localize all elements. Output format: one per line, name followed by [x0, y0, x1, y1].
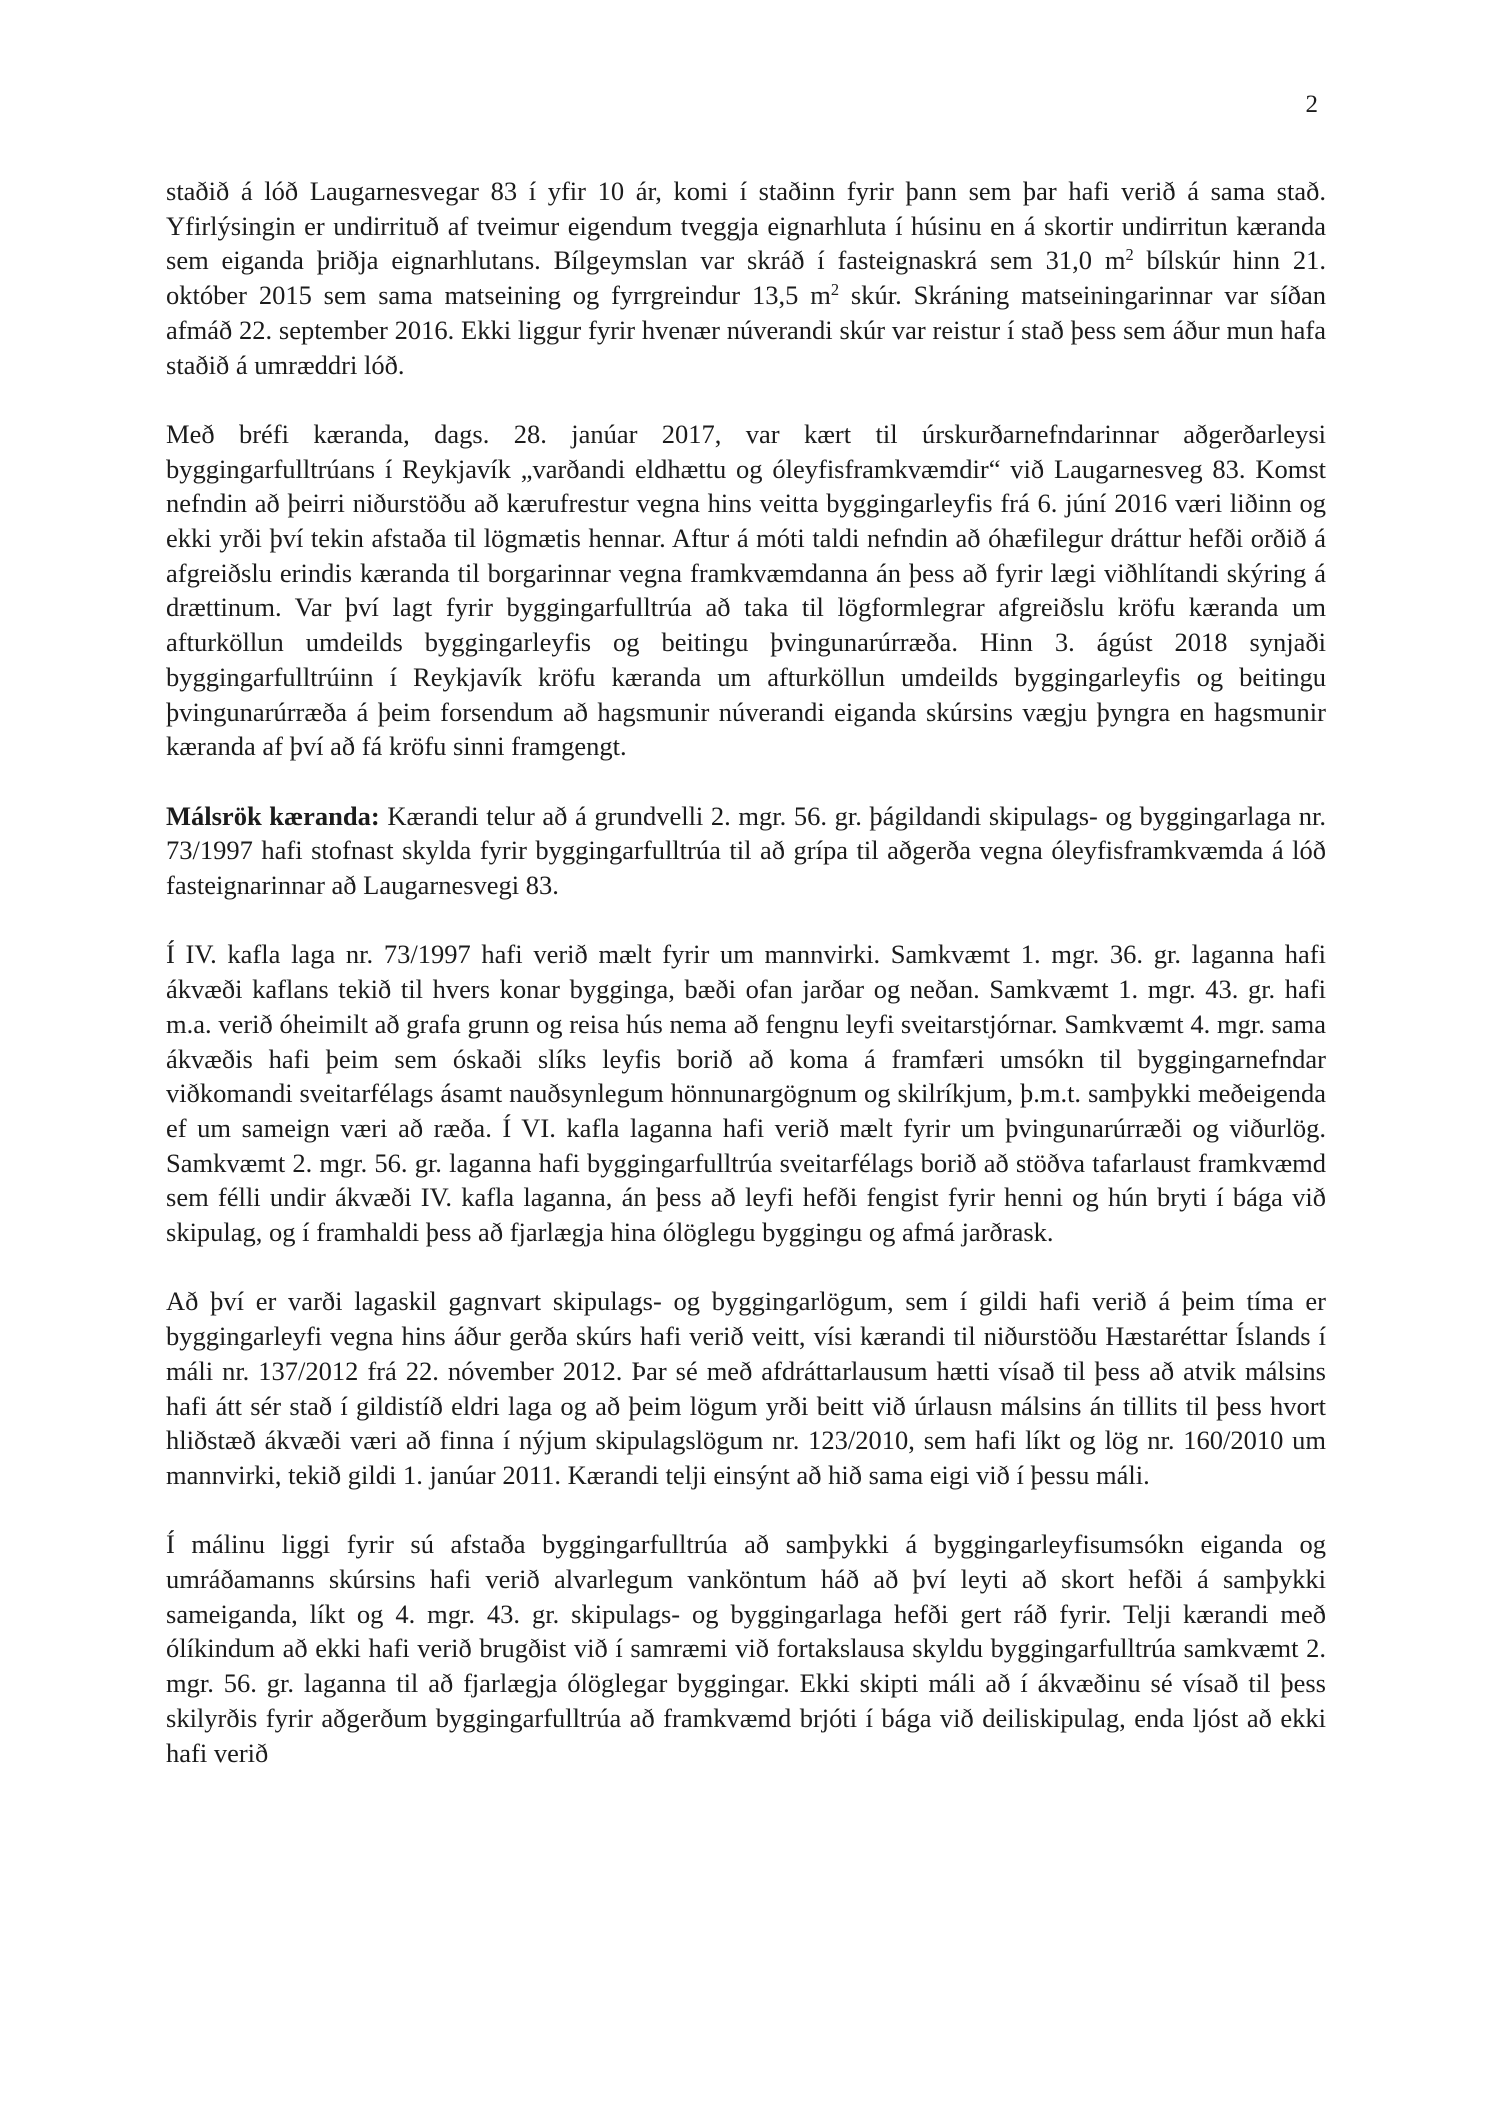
superscript: 2 [830, 280, 840, 300]
paragraph-text: bílskúr hinn 21. október 2015 sem sama matseining og fyrrgreindur 13,5 m [166, 245, 1326, 311]
paragraph-text: Í málinu liggi fyrir sú afstaða byggingarfulltrúa að samþykki á byggingarleyfisumsókn eiganda og umráðamanns skúrsins hafi verið alvarlegum vanköntum háð að því leyti að skort hefði á samþykki sameiganda, líkt og 4. mgr. 43. gr. skipulags- og byggingarlaga hefði gert ráð fyrir. Telji kærandi með ólíkindum að ekki hafi verið brugðist við í samræmi við fortakslausa skyldu byggingarfulltrúa samkvæmt 2. mgr. 56. gr. laganna til að fjarlægja ólöglegar byggingar. Ekki skipti máli að í ákvæðinu sé vísað til þess skilyrðis fyrir aðgerðum byggingarfulltrúa að framkvæmd brjóti í bága við deiliskipulag, enda ljóst að ekki hafi verið [166, 1529, 1326, 1768]
page-number: 2 [1305, 91, 1318, 118]
paragraph-text: Kærandi telur að á grundvelli 2. mgr. 56. gr. þágildandi skipulags- og byggingarlaga nr. 73/1997 hafi stofnast skylda fyrir byggingarfulltrúa til að grípa til aðgerða vegna óleyfisframkvæmda á lóð fasteignarinnar að Laugarnesvegi 83. [166, 800, 1326, 901]
paragraph [166, 799, 1326, 903]
paragraph-text: staðið á lóð Laugarnesvegar 83 í yfir 10 ár, komi í staðinn fyrir þann sem þar hafi verið á sama stað. Yfirlýsingin er undirrituð af tveimur eigendum tveggja eignarhluta í húsinu en á skortir undirritun kæranda sem eiganda þriðja eignarhlutans. Bílgeymslan var skráð í fasteignaskrá sem 31,0 m [166, 176, 1326, 276]
paragraph-text: Í IV. kafla laga nr. 73/1997 hafi verið mælt fyrir um mannvirki. Samkvæmt 1. mgr. 36. gr. laganna hafi ákvæði kaflans tekið til hvers konar bygginga, bæði ofan jarðar og neðan. Samkvæmt 1. mgr. 43. gr. hafi m.a. verið óheimilt að grafa grunn og reisa hús nema að fengnu leyfi sveitarstjórnar. Samkvæmt 4. mgr. sama ákvæðis hafi þeim sem óskaði slíks leyfis borið að koma á framfæri umsókn til byggingarnefndar viðkomandi sveitarfélags ásamt nauðsynlegum hönnunargögnum og skilríkjum, þ.m.t. samþykki meðeigenda ef um sameign væri að ræða. Í VI. kafla laganna hafi verið mælt fyrir um þvingunarúrræði og viðurlög. Samkvæmt 2. mgr. 56. gr. laganna hafi byggingarfulltrúa sveitarfélags borið að stöðva tafarlaust framkvæmd sem félli undir ákvæði IV. kafla laganna, án þess að leyfi hefði fengist fyrir henni og hún bryti í bága við skipulag, og í framhaldi þess að fjarlægja hina ólöglegu byggingu og afmá jarðrask. [166, 939, 1326, 1248]
paragraph [166, 1284, 1326, 1492]
paragraph-text: skúr. Skráning matseiningarinnar var síðan afmáð 22. september 2016. Ekki liggur fyrir hvenær núverandi skúr var reistur í stað þess sem áður mun hafa staðið á umræddri lóð. [166, 280, 1326, 380]
paragraph-text: Með bréfi kæranda, dags. 28. janúar 2017, var kært til úrskurðarnefndarinnar aðgerðarleysi byggingarfulltrúans í Reykjavík „varðandi eldhættu og óleyfisframkvæmdir“ við Laugarnesveg 83. Komst nefndin að þeirri niðurstöðu að kærufrestur vegna hins veitta byggingarleyfis frá 6. júní 2016 væri liðinn og ekki yrði því tekin afstaða til lögmætis hennar. Aftur á móti taldi nefndin að óhæfilegur dráttur hefði orðið á afgreiðslu erindis kæranda til borgarinnar vegna framkvæmdanna án þess að fyrir lægi viðhlítandi skýring á drættinum. Var því lagt fyrir byggingarfulltrúa að taka til lögformlegrar afgreiðslu kröfu kæranda um afturköllun umdeilds byggingarleyfis og beitingu þvingunarúrræða. Hinn 3. ágúst 2018 synjaði byggingarfulltrúinn í Reykjavík kröfu kæranda um afturköllun umdeilds byggingarleyfis og beitingu þvingunarúrræða á þeim forsendum að hagsmunir núverandi eiganda skúrsins vægju þyngra en hagsmunir kæranda af því að fá kröfu sinni framgengt. [166, 418, 1326, 762]
paragraph [166, 174, 1326, 382]
paragraph-text: Að því er varði lagaskil gagnvart skipulags- og byggingarlögum, sem í gildi hafi verið á þeim tíma er byggingarleyfi vegna hins áður gerða skúrs hafi verið veitt, vísi kærandi til niðurstöðu Hæstaréttar Íslands í máli nr. 137/2012 frá 22. nóvember 2012. Þar sé með afdráttarlausum hætti vísað til þess að atvik málsins hafi átt sér stað í gildistíð eldri laga og að þeim lögum yrði beitt við úrlausn málsins án tillits til þess hvort hliðstæð ákvæði væri að finna í nýjum skipulagslögum nr. 123/2010, sem hafi líkt og lög nr. 160/2010 um mannvirki, tekið gildi 1. janúar 2011. Kærandi telji einsýnt að hið sama eigi við í þessu máli. [166, 1286, 1326, 1490]
paragraph [166, 1527, 1326, 1770]
paragraph [166, 417, 1326, 764]
superscript: 2 [1125, 245, 1134, 265]
paragraph [166, 937, 1326, 1249]
section-heading: Málsrök kæranda: [166, 800, 380, 831]
document-body [166, 174, 1326, 1770]
